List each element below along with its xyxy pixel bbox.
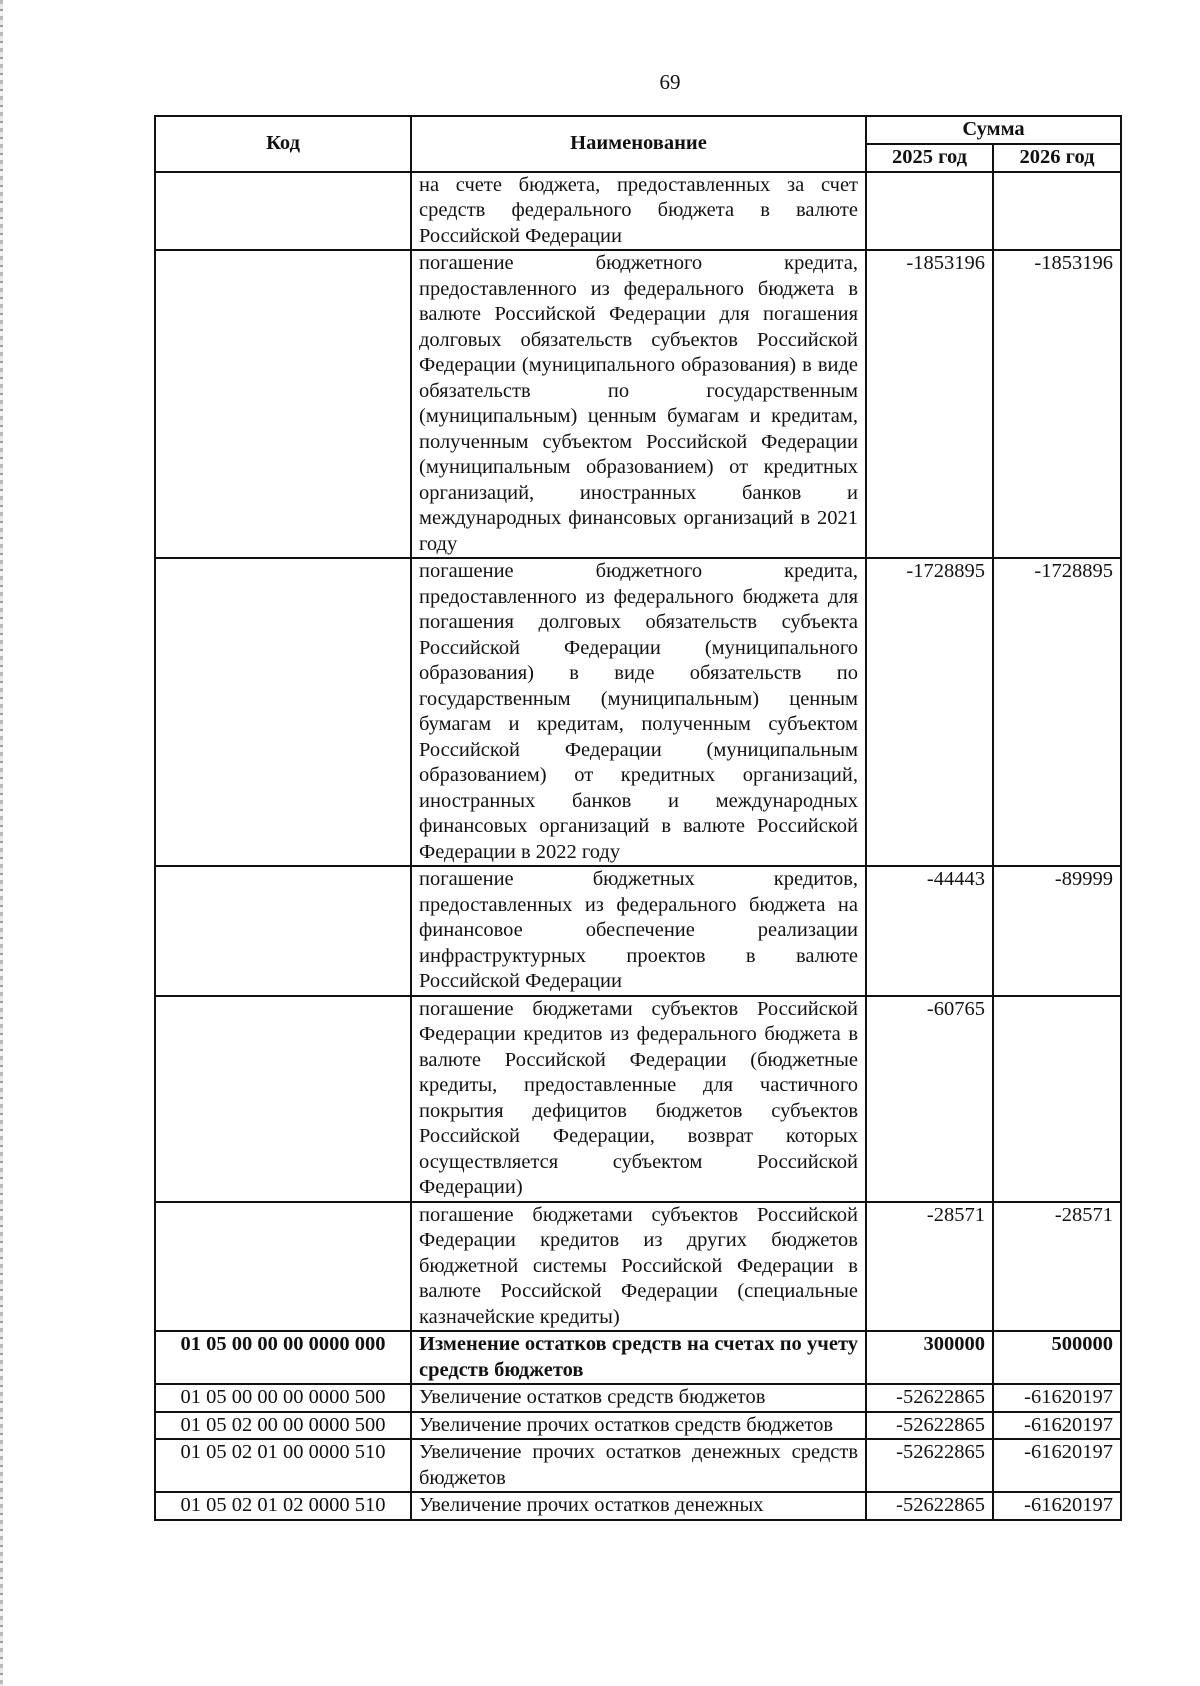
row-code: 01 05 00 00 00 0000 000 bbox=[155, 1331, 411, 1384]
budget-sources-table bbox=[154, 115, 1122, 1521]
table-row bbox=[155, 250, 1121, 558]
row-2025: -60765 bbox=[866, 996, 993, 1202]
row-2026: -61620197 bbox=[993, 1412, 1121, 1440]
row-2026: -61620197 bbox=[993, 1439, 1121, 1492]
header-year-2026: 2026 год bbox=[993, 144, 1121, 172]
row-code: 01 05 02 01 02 0000 510 bbox=[155, 1492, 411, 1520]
row-2025: -1728895 bbox=[866, 558, 993, 866]
row-2026: -1853196 bbox=[993, 250, 1121, 558]
row-name: погашение бюджетами субъектов Российской Федерации кредитов из других бюджетов бюджетной системы Российской Федерации в валюте Российской Федерации (специальные казначейские кредиты) bbox=[411, 1202, 866, 1332]
row-name: погашение бюджетных кредитов, предоставленных из федерального бюджета на финансовое обеспечение реализации инфраструктурных проектов в валюте Российской Федерации bbox=[411, 866, 866, 996]
row-code bbox=[155, 866, 411, 996]
header-name: Наименование bbox=[411, 116, 866, 172]
row-code: 01 05 02 00 00 0000 500 bbox=[155, 1412, 411, 1440]
row-name: Увеличение прочих остатков денежных bbox=[411, 1492, 866, 1520]
header-sum: Сумма bbox=[866, 116, 1121, 144]
row-2026: -1728895 bbox=[993, 558, 1121, 866]
table-row bbox=[155, 1384, 1121, 1412]
row-code: 01 05 00 00 00 0000 500 bbox=[155, 1384, 411, 1412]
row-2026 bbox=[993, 996, 1121, 1202]
row-name: Увеличение прочих остатков денежных средств бюджетов bbox=[411, 1439, 866, 1492]
row-code bbox=[155, 558, 411, 866]
row-name: погашение бюджетами субъектов Российской Федерации кредитов из федерального бюджета в валюте Российской Федерации (бюджетные кредиты, предоставленные для частичного покрытия дефицитов бюджетов субъектов Российской Федерации, возврат которых осуществляется субъектом Российской Федерации) bbox=[411, 996, 866, 1202]
table-row bbox=[155, 1492, 1121, 1520]
row-2026 bbox=[993, 172, 1121, 251]
row-2026: 500000 bbox=[993, 1331, 1121, 1384]
row-2025: -1853196 bbox=[866, 250, 993, 558]
row-code bbox=[155, 250, 411, 558]
table-row bbox=[155, 1412, 1121, 1440]
page-number: 69 bbox=[659, 70, 681, 94]
row-code bbox=[155, 996, 411, 1202]
table-row-total bbox=[155, 1331, 1121, 1384]
row-code bbox=[155, 172, 411, 251]
row-name: погашение бюджетного кредита, предоставленного из федерального бюджета для погашения долговых обязательств субъекта Российской Федерации (муниципального образования) в виде обязательств по государственным (муниципальным) ценным бумагам и кредитам, полученным субъектом Российской Федерации (муниципальным образованием) от кредитных организаций, иностранных банков и международных финансовых организаций в валюте Российской Федерации в 2022 году bbox=[411, 558, 866, 866]
row-2025: -52622865 bbox=[866, 1412, 993, 1440]
header-year-2025: 2025 год bbox=[866, 144, 993, 172]
row-code: 01 05 02 01 00 0000 510 bbox=[155, 1439, 411, 1492]
table-row bbox=[155, 866, 1121, 996]
row-name: Увеличение прочих остатков средств бюджетов bbox=[411, 1412, 866, 1440]
row-2025 bbox=[866, 172, 993, 251]
row-2025: -44443 bbox=[866, 866, 993, 996]
row-2026: -61620197 bbox=[993, 1384, 1121, 1412]
row-2025: -52622865 bbox=[866, 1492, 993, 1520]
table-row bbox=[155, 172, 1121, 251]
row-2026: -61620197 bbox=[993, 1492, 1121, 1520]
scan-edge bbox=[0, 0, 3, 1686]
row-2026: -89999 bbox=[993, 866, 1121, 996]
row-name: погашение бюджетного кредита, предоставленного из федерального бюджета в валюте Российской Федерации для погашения долговых обязательств субъектов Российской Федерации (муниципального образования) в виде обязательств по государственным (муниципальным) ценным бумагам и кредитам, полученным субъектом Российской Федерации (муниципальным образованием) от кредитных организаций, иностранных банков и международных финансовых организаций в 2021 году bbox=[411, 250, 866, 558]
header-code: Код bbox=[155, 116, 411, 172]
table-row bbox=[155, 1439, 1121, 1492]
table-row bbox=[155, 996, 1121, 1202]
row-name: Увеличение остатков средств бюджетов bbox=[411, 1384, 866, 1412]
row-name: Изменение остатков средств на счетах по учету средств бюджетов bbox=[411, 1331, 866, 1384]
row-2026: -28571 bbox=[993, 1202, 1121, 1332]
row-name: на счете бюджета, предоставленных за счет средств федерального бюджета в валюте Российской Федерации bbox=[411, 172, 866, 251]
row-2025: -52622865 bbox=[866, 1384, 993, 1412]
table-row bbox=[155, 1202, 1121, 1332]
row-2025: -52622865 bbox=[866, 1439, 993, 1492]
table-row bbox=[155, 558, 1121, 866]
row-2025: -28571 bbox=[866, 1202, 993, 1332]
row-code bbox=[155, 1202, 411, 1332]
row-2025: 300000 bbox=[866, 1331, 993, 1384]
